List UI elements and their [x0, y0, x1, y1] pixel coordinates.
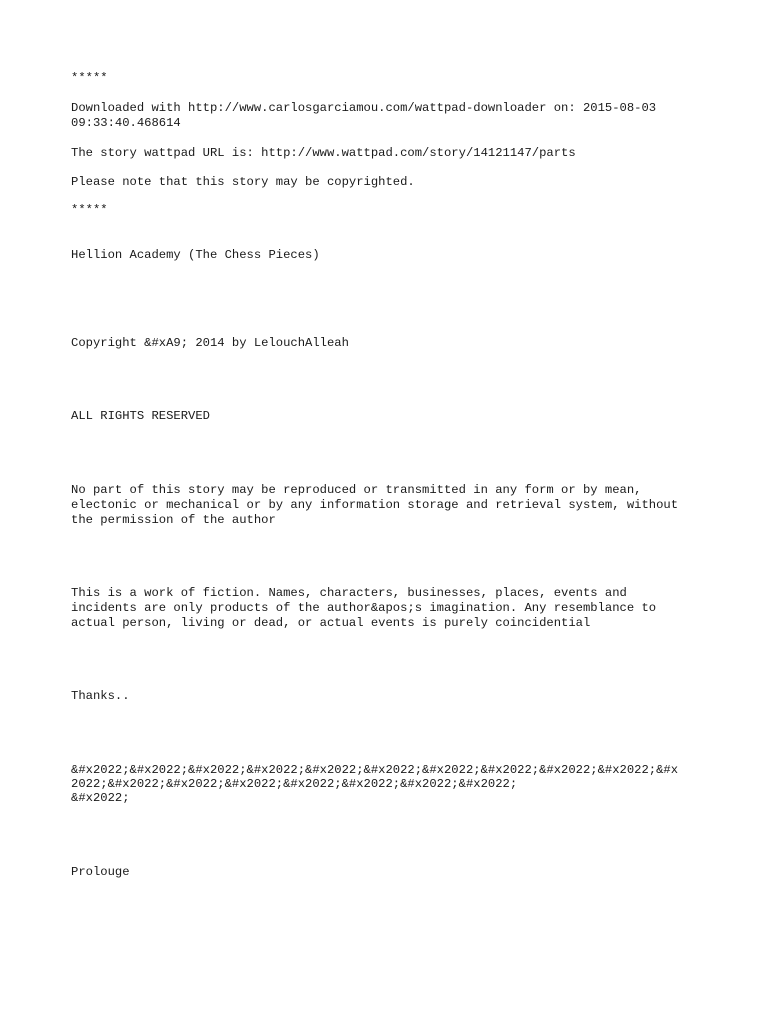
fiction-line-1: This is a work of fiction. Names, characters, businesses, places, events and: [71, 586, 627, 600]
download-info-line-1: Downloaded with http://www.carlosgarciamou.com/wattpad-downloader on: 2015-08-03: [71, 101, 657, 115]
bullets-line-3: &#x2022;: [71, 791, 130, 805]
thanks-line: Thanks..: [71, 689, 130, 703]
separator-top: *****: [71, 71, 108, 85]
bullets-line-2: 2022;&#x2022;&#x2022;&#x2022;&#x2022;&#x2022;&#x2022;&#x2022;: [71, 777, 518, 791]
reproduction-line-3: the permission of the author: [71, 513, 276, 527]
copyright-line: Copyright &#xA9; 2014 by LelouchAlleah: [71, 336, 349, 350]
reproduction-line-2: electonic or mechanical or by any information storage and retrieval system, without: [71, 498, 679, 512]
story-title: Hellion Academy (The Chess Pieces): [71, 248, 320, 262]
separator-bottom: *****: [71, 203, 108, 217]
rights-reserved: ALL RIGHTS RESERVED: [71, 409, 210, 423]
copyright-note: Please note that this story may be copyrighted.: [71, 175, 415, 189]
bullets-line-1: &#x2022;&#x2022;&#x2022;&#x2022;&#x2022;&#x2022;&#x2022;&#x2022;&#x2022;&#x2022;&#x: [71, 763, 679, 777]
story-url-line: The story wattpad URL is: http://www.wattpad.com/story/14121147/parts: [71, 146, 576, 160]
download-info-line-2: 09:33:40.468614: [71, 116, 181, 130]
chapter-heading: Prolouge: [71, 865, 130, 879]
fiction-line-3: actual person, living or dead, or actual events is purely coincidential: [71, 616, 591, 630]
reproduction-line-1: No part of this story may be reproduced or transmitted in any form or by mean,: [71, 483, 642, 497]
fiction-line-2: incidents are only products of the author&apos;s imagination. Any resemblance to: [71, 601, 657, 615]
